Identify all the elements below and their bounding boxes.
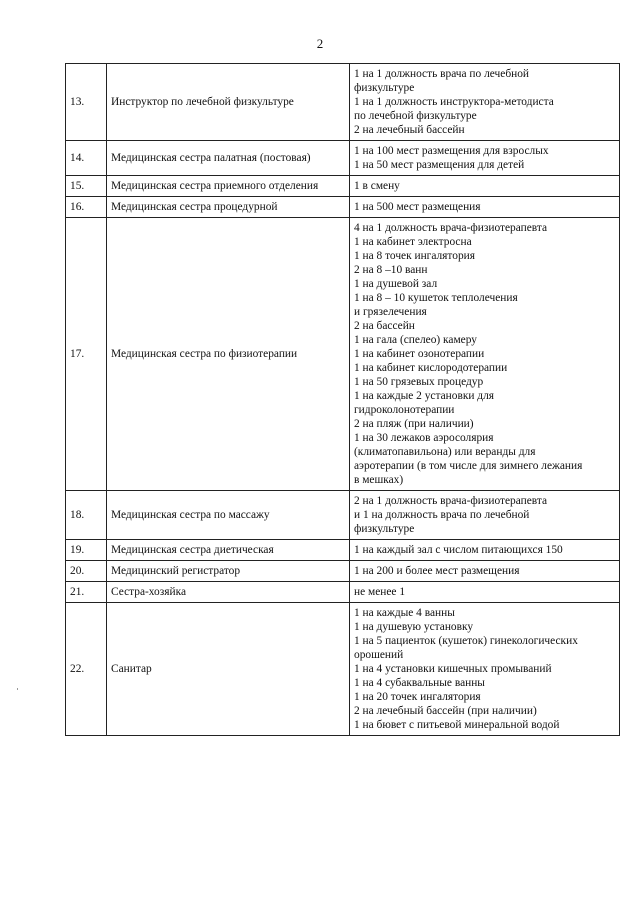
norm-line: 2 на лечебный бассейн (при наличии) [354, 705, 537, 717]
row-number: 18. [66, 491, 107, 540]
table-row [66, 540, 620, 561]
position-title: Медицинская сестра процедурной [107, 197, 350, 218]
norm-line: 1 на 50 мест размещения для детей [354, 159, 525, 171]
position-title: Медицинская сестра по физиотерапии [107, 218, 350, 491]
row-number: 14. [66, 141, 107, 176]
norm-line: 1 на душевой зал [354, 278, 438, 290]
staffing-norm [350, 176, 620, 197]
norm-line: 1 на гала (спелео) камеру [354, 334, 477, 346]
position-title: Медицинский регистратор [107, 561, 350, 582]
norm-line: 1 на 8 – 10 кушеток теплолечения [354, 292, 518, 304]
norm-line: по лечебной физкультуре [354, 110, 477, 122]
table-row [66, 582, 620, 603]
staffing-norm [350, 561, 620, 582]
norm-line: и 1 на должность врача по лечебной [354, 509, 530, 521]
norm-line: гидроколонотерапии [354, 404, 455, 416]
position-title: Медицинская сестра по массажу [107, 491, 350, 540]
position-title: Инструктор по лечебной физкультуре [107, 64, 350, 141]
norm-line: 1 на 1 должность инструктора-методиста [354, 96, 554, 108]
norm-line: аэротерапии (в том числе для зимнего лежания [354, 460, 583, 472]
table-row [66, 491, 620, 540]
staffing-norm [350, 141, 620, 176]
norm-line: 1 на 30 лежаков аэросолярия [354, 432, 494, 444]
table-row [66, 603, 620, 736]
norm-line: не менее 1 [354, 586, 406, 598]
table-row [66, 141, 620, 176]
row-number: 16. [66, 197, 107, 218]
norm-line: 1 на 100 мест размещения для взрослых [354, 145, 549, 157]
staffing-norm [350, 603, 620, 736]
staffing-norm [350, 491, 620, 540]
row-number: 15. [66, 176, 107, 197]
norm-line: 1 на 500 мест размещения [354, 201, 481, 213]
row-number: 13. [66, 64, 107, 141]
norm-line: 1 на кабинет кислородотерапии [354, 362, 508, 374]
staffing-norm [350, 582, 620, 603]
norm-line: физкультуре [354, 82, 415, 94]
staffing-norm [350, 540, 620, 561]
row-number: 20. [66, 561, 107, 582]
norm-line: 1 на кабинет озонотерапии [354, 348, 485, 360]
staffing-table-body [66, 64, 620, 736]
position-title: Сестра-хозяйка [107, 582, 350, 603]
norm-line: в мешках) [354, 474, 404, 486]
norm-line: (климатопавильона) или веранды для [354, 446, 536, 458]
position-title: Санитар [107, 603, 350, 736]
table-row [66, 218, 620, 491]
norm-line: 1 в смену [354, 180, 400, 192]
norm-line: 1 на 8 точек ингалятория [354, 250, 475, 262]
norm-line: 1 на 1 должность врача по лечебной [354, 68, 529, 80]
row-number: 22. [66, 603, 107, 736]
row-number: 19. [66, 540, 107, 561]
scan-speck [17, 688, 18, 690]
norm-line: 1 на кабинет электросна [354, 236, 472, 248]
norm-line: 2 на бассейн [354, 320, 415, 332]
norm-line: 1 на 5 пациенток (кушеток) гинекологических [354, 635, 578, 647]
norm-line: 4 на 1 должность врача-физиотерапевта [354, 222, 548, 234]
row-number: 21. [66, 582, 107, 603]
norm-line: 1 на каждые 2 установки для [354, 390, 495, 402]
table-row [66, 64, 620, 141]
staffing-norm [350, 197, 620, 218]
norm-line: 1 на 4 установки кишечных промываний [354, 663, 552, 675]
norm-line: 1 на 50 грязевых процедур [354, 376, 484, 388]
norm-line: и грязелечения [354, 306, 427, 318]
position-title: Медицинская сестра палатная (постовая) [107, 141, 350, 176]
norm-line: 1 на каждые 4 ванны [354, 607, 455, 619]
norm-line: 1 на 4 субаквальные ванны [354, 677, 485, 689]
row-number: 17. [66, 218, 107, 491]
staffing-norm [350, 218, 620, 491]
norm-line: орошений [354, 649, 404, 661]
table-row [66, 561, 620, 582]
staffing-norm [350, 64, 620, 141]
norm-line: 1 на душевую установку [354, 621, 474, 633]
position-title: Медицинская сестра диетическая [107, 540, 350, 561]
norm-line: физкультуре [354, 523, 415, 535]
position-title: Медицинская сестра приемного отделения [107, 176, 350, 197]
table-row [66, 176, 620, 197]
norm-line: 2 на 8 –10 ванн [354, 264, 428, 276]
norm-line: 1 на 20 точек ингалятория [354, 691, 481, 703]
norm-line: 2 на пляж (при наличии) [354, 418, 474, 430]
page-number: 2 [316, 36, 324, 51]
norm-line: 1 на каждый зал с числом питающихся 150 [354, 544, 563, 556]
norm-line: 1 на бювет с питьевой минеральной водой [354, 719, 560, 731]
norm-line: 2 на лечебный бассейн [354, 124, 465, 136]
staffing-table [65, 63, 620, 736]
norm-line: 2 на 1 должность врача-физиотерапевта [354, 495, 548, 507]
table-row [66, 197, 620, 218]
norm-line: 1 на 200 и более мест размещения [354, 565, 520, 577]
